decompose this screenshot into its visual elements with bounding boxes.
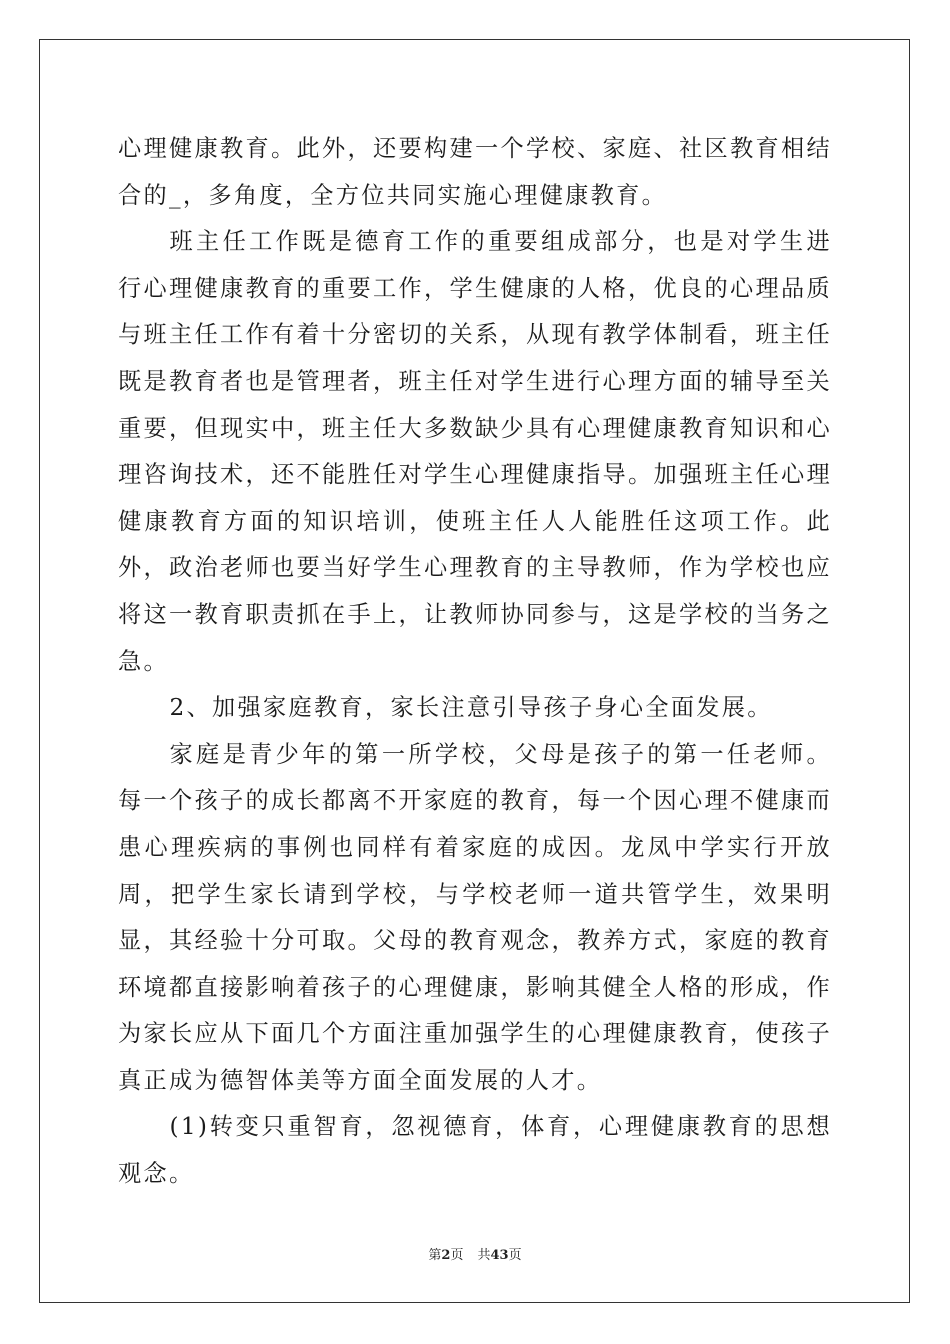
paragraph-2: 班主任工作既是德育工作的重要组成部分，也是对学生进行心理健康教育的重要工作，学生健康的人格，优良的心理品质与班主任工作有着十分密切的关系，从现有教学体制看，班主任既是教育者也是管理者，班主任对学生进行心理方面的辅导至关重要，但现实中，班主任大多数缺少具有心理健康教育知识和心理咨询技术，还不能胜任对学生心理健康指导。加强班主任心理健康教育方面的知识培训，使班主任人人能胜任这项工作。此外，政治老师也要当好学生心理教育的主导教师，作为学校也应将这一教育职责抓在手上，让教师协同参与，这是学校的当务之急。 xyxy=(118,228,832,675)
paragraph-5: (1)转变只重智育，忽视德育，体育，心理健康教育的思想观念。 xyxy=(118,1113,832,1188)
paragraph-1: 心理健康教育。此外，还要构建一个学校、家庭、社区教育相结合的_，多角度，全方位共同实施心理健康教育。 xyxy=(118,135,832,209)
footer-page-prefix: 第 xyxy=(428,1248,442,1263)
paragraph-4: 家庭是青少年的第一所学校，父母是孩子的第一任老师。每一个孩子的成长都离不开家庭的教育，每一个因心理不健康而患心理疾病的事例也同样有着家庭的成因。龙凤中学实行开放周，把学生家长请到学校，与学校老师一道共管学生，效果明显，其经验十分可取。父母的教育观念，教养方式，家庭的教育环境都直接影响着孩子的心理健康，影响其健全人格的形成，作为家长应从下面几个方面注重加强学生的心理健康教育，使孩子真正成为德智体美等方面全面发展的人才。 xyxy=(118,740,832,1094)
footer-total-pages: 43 xyxy=(490,1248,509,1263)
footer-page-number: 2 xyxy=(441,1248,451,1263)
paragraph-3-heading: 2、加强家庭教育，家长注意引导孩子身心全面发展。 xyxy=(169,694,773,722)
footer-page-suffix: 页 xyxy=(450,1248,464,1263)
footer-total-prefix: 共 xyxy=(477,1248,491,1263)
page-footer xyxy=(0,1244,950,1263)
document-body xyxy=(118,126,832,1198)
footer-total-suffix: 页 xyxy=(508,1248,522,1263)
